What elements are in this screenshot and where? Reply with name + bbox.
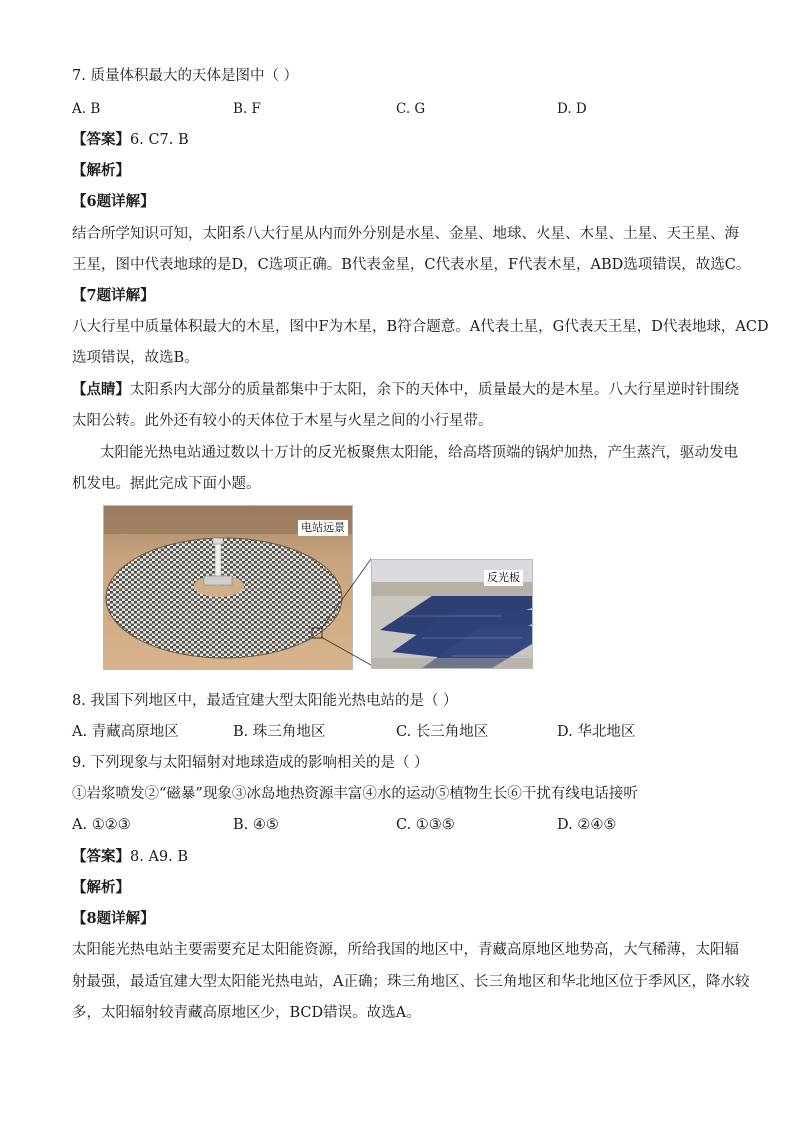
reflector-panel-label: 反光板 xyxy=(484,570,523,586)
question-7-stem: 7. 质量体积最大的天体是图中（ ） xyxy=(72,68,299,84)
analysis-6-7-heading: 【解析】 xyxy=(72,162,130,179)
detail-6-heading: 【6题详解】 xyxy=(72,193,155,210)
q8-option-a: A. 青藏高原地区 xyxy=(72,724,179,740)
figure-solar-station xyxy=(103,505,533,670)
detail-8-line: 射最强，最适宜建大型太阳能光热电站，A正确；珠三角地区、长三角地区和华北地区位于季风区，降水较 xyxy=(72,974,750,990)
question-8-stem: 8. 我国下列地区中，最适宜建大型太阳能光热电站的是（ ） xyxy=(72,693,458,709)
q9-option-a: A. ①②③ xyxy=(72,817,131,833)
detail-8-heading: 【8题详解】 xyxy=(72,910,155,927)
station-overview-label: 电站远景 xyxy=(298,520,348,536)
detail-7-line: 八大行星中质量体积最大的木星，图中F为木星，B符合题意。A代表土星，G代表天王星，D代表地球，ACD xyxy=(72,319,769,335)
q9-option-c: C. ①③⑤ xyxy=(396,817,455,833)
intro-line: 机发电。据此完成下面小题。 xyxy=(72,476,261,492)
q7-option-a: A. B xyxy=(72,101,101,117)
q8-option-d: D. 华北地区 xyxy=(557,724,636,740)
q7-option-b: B. F xyxy=(233,101,261,117)
analysis-8-9-heading: 【解析】 xyxy=(72,879,130,896)
detail-7-heading: 【7题详解】 xyxy=(72,287,155,304)
reflector-panel-photo xyxy=(371,559,533,669)
question-9-stem: 9. 下列现象与太阳辐射对地球造成的影响相关的是（ ） xyxy=(72,755,429,771)
question-9-items: ①岩浆喷发②“磁暴”现象③冰岛地热资源丰富④水的运动⑤植物生长⑥干扰有线电话接听 xyxy=(72,786,638,802)
answer-6-7: 【答案】6. C7. B xyxy=(72,131,189,148)
q7-option-c: C. G xyxy=(396,101,426,117)
tip-line: 【点睛】太阳系内大部分的质量都集中于太阳，余下的天体中，质量最大的是木星。八大行星逆时针围绕 xyxy=(72,381,739,398)
q9-option-d: D. ②④⑤ xyxy=(557,817,617,833)
q7-option-d: D. D xyxy=(557,101,587,117)
tip-line: 太阳公转。此外还有较小的天体位于木星与火星之间的小行星带。 xyxy=(72,413,493,429)
detail-7-line: 选项错误，故选B。 xyxy=(72,350,199,366)
detail-6-line: 结合所学知识可知，太阳系八大行星从内而外分别是水星、金星、地球、火星、木星、土星、天王星、海 xyxy=(72,226,739,242)
detail-8-line: 太阳能光热电站主要需要充足太阳能资源，所给我国的地区中，青藏高原地区地势高，大气稀薄，太阳辐 xyxy=(72,942,739,958)
q8-option-c: C. 长三角地区 xyxy=(396,724,489,740)
q8-option-b: B. 珠三角地区 xyxy=(233,724,326,740)
detail-8-line: 多，太阳辐射较青藏高原地区少，BCD错误。故选A。 xyxy=(72,1005,421,1021)
detail-6-line: 王星，图中代表地球的是D，C选项正确。B代表金星，C代表水星，F代表木星，ABD选项错误，故选C。 xyxy=(72,257,751,273)
q9-option-b: B. ④⑤ xyxy=(233,817,279,833)
intro-line: 太阳能光热电站通过数以十万计的反光板聚焦太阳能，给高塔顶端的锅炉加热，产生蒸汽，驱动发电 xyxy=(100,445,738,461)
answer-8-9: 【答案】8. A9. B xyxy=(72,848,189,865)
